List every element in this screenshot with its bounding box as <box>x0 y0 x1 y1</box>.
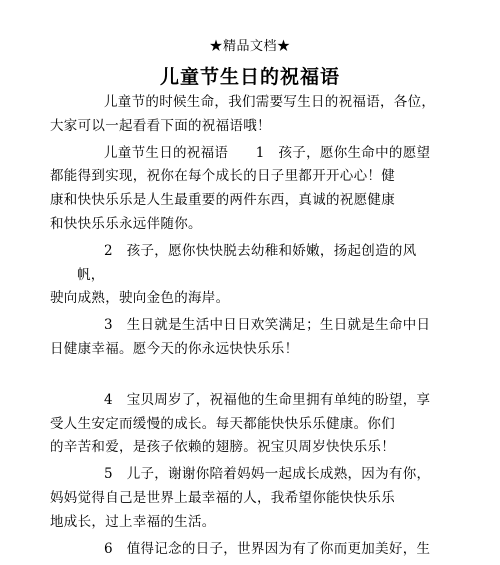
text-line: 和快快乐乐永远伴随你。 <box>50 215 202 232</box>
text-line: 4 宝贝周岁了，祝福他的生命里拥有单纯的盼望，享 <box>104 391 431 408</box>
header-mark: ★精品文档★ <box>209 39 291 54</box>
text-line: 地成长，过上幸福的生活。 <box>50 513 216 530</box>
text-line: 儿童节的时候生命，我们需要写生日的祝福语，各位， <box>104 94 436 110</box>
text-line: 都能得到实现，祝你在每个成长的日子里都开开心心！健 <box>50 168 395 185</box>
paragraph-6 <box>77 538 437 562</box>
paragraph-3 <box>50 314 437 362</box>
text-line: 大家可以一起看看下面的祝福语哦！ <box>50 117 271 134</box>
paragraph-2 <box>50 240 437 311</box>
blank-line <box>77 362 437 386</box>
text-line: 的辛苦和爱，是孩子依赖的翅膀。祝宝贝周岁快快乐乐！ <box>50 439 395 456</box>
text-line: 驶向成熟，驶向金色的海岸。 <box>50 290 230 307</box>
text-line: 6 值得记念的日子，世界因为有了你而更加美好，生 <box>104 540 431 557</box>
text-line: 5 儿子，谢谢你陪着妈妈一起成长成熟，因为有你， <box>104 466 431 483</box>
document-title: 儿童节生日的祝福语 <box>159 66 340 88</box>
text-line: 康和快快乐乐是人生最重要的两件东西，真诚的祝愿健康 <box>50 192 395 209</box>
paragraph-5 <box>50 463 437 534</box>
paragraph-intro <box>50 91 437 139</box>
text-line: 儿童节生日的祝福语 1 孩子，愿你生命中的愿望 <box>104 144 431 161</box>
document-body <box>50 91 437 561</box>
text-line: 妈妈觉得自己是世界上最幸福的人，我希望你能快快乐乐 <box>50 489 395 506</box>
text-line: 2 孩子，愿你快快脱去幼稚和娇嫩，扬起创造的风帆， <box>77 242 417 283</box>
text-line: 受人生安定而缓慢的成长。每天都能快快乐乐健康。你们 <box>50 415 395 432</box>
paragraph-1 <box>50 142 437 237</box>
paragraph-4 <box>50 389 437 460</box>
text-line: 日健康幸福。愿今天的你永远快快乐乐！ <box>50 340 299 357</box>
text-line: 3 生日就是生活中日日欢笑满足；生日就是生命中日 <box>104 317 431 334</box>
